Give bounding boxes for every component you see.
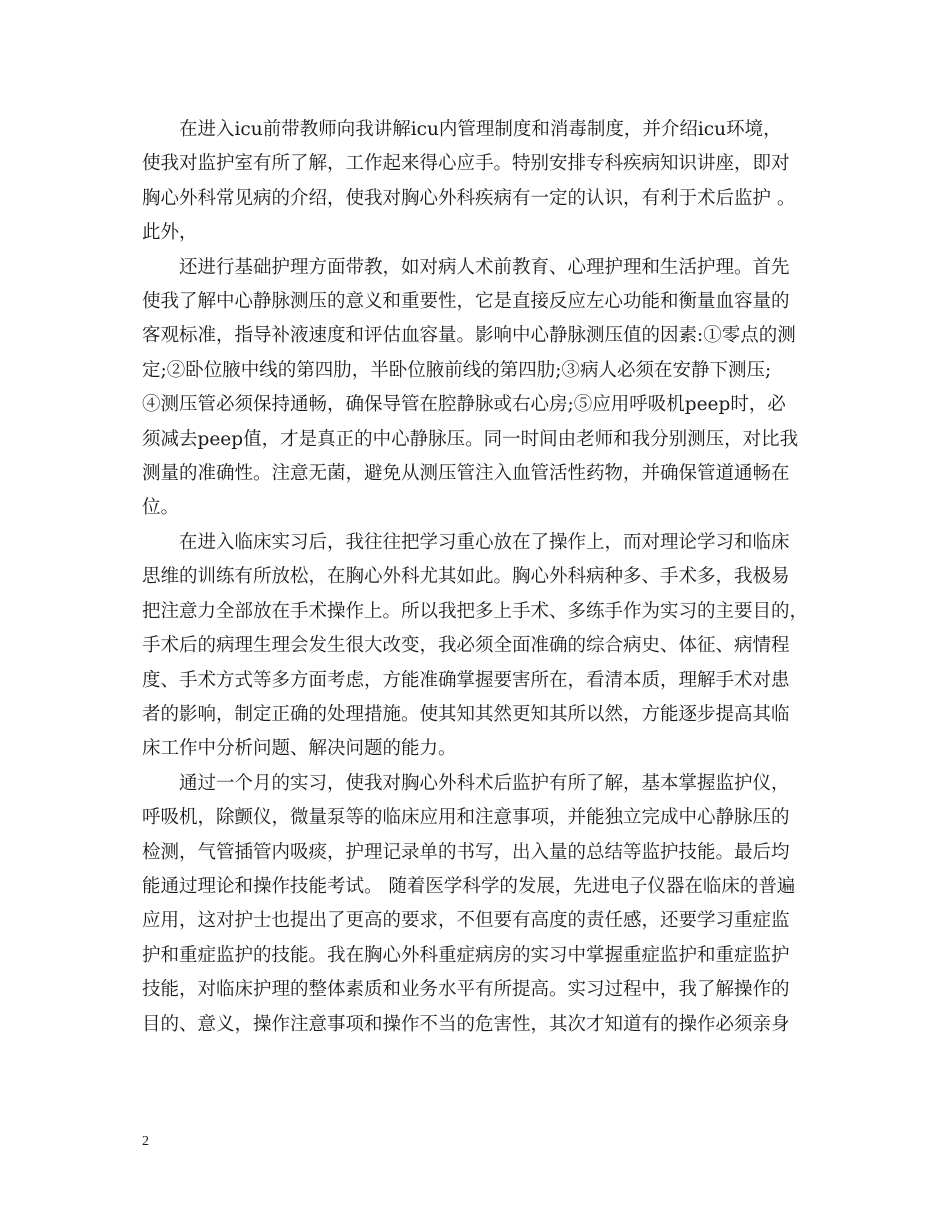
paragraph-icu-introduction: 在进入icu前带教师向我讲解icu内管理制度和消毒制度，并介绍icu环境， 使我对监护室有所了解，工作起来得心应手。特别安排专科疾病知识讲座，即对 胸心外科常见病的介绍，使我对胸心外科疾病有一定的认识，有利于术后监护 。 此外， — [142, 119, 796, 244]
page-number: 2 — [142, 1134, 149, 1149]
paragraph-internship-summary: 通过一个月的实习，使我对胸心外科术后监护有所了解，基本掌握监护仪， 呼吸机，除颤仪，微量泵等的临床应用和注意事项，并能独立完成中心静脉压的 检测，气管插管内吸痰，护理记录单的书写，出入量的总结等监护技能。最后均 能通过理论和操作技能考试。 随着医学科学的发展，先进电子仪器在临床的普遍 应用，这对护士也提出了更高的要求，不但要有高度的责任感，还要学习重症监 护和重症监护的技能。我在胸心外科重症病房的实习中掌握重症监护和重症监护 技能，对临床护理的整体素质和业务水平有所提高。实习过程中，我了解操作的 目的、意义，操作注意事项和操作不当的危害性，其次才知道有的操作必须亲身 — [142, 772, 796, 1035]
document-body — [142, 113, 808, 1042]
paragraph-clinical-practice: 在进入临床实习后，我往往把学习重心放在了操作上，而对理论学习和临床 思维的训练有所放松，在胸心外科尤其如此。胸心外科病种多、手术多，我极易 把注意力全部放在手术操作上。所以我把多上手术、多练手作为实习的主要目的， 手术后的病理生理会发生很大改变，我必须全面准确的综合病史、体征、病情程 度、手术方式等多方面考虑，方能准确掌握要害所在，看清本质，理解手术对患 者的影响，制定正确的处理措施。使其知其然更知其所以然，方能逐步提高其临 床工作中分析问题、解决问题的能力。 — [142, 531, 809, 760]
paragraph-central-venous-pressure: 还进行基础护理方面带教，如对病人术前教育、心理护理和生活护理。首先 使我了解中心静脉测压的意义和重要性，它是直接反应左心功能和衡量血容量的 客观标准，指导补液速度和评估血容量。影响中心静脉测压值的因素:①零点的测 定;②卧位腋中线的第四肋，半卧位腋前线的第四肋;③病人必须在安静下测压; ④测压管必须保持通畅，确保导管在腔静脉或右心房;⑤应用呼吸机peep时，必 须减去peep值，才是真正的中心静脉压。同一时间由老师和我分别测压，对比我 测量的准确性。注意无菌，避免从测压管注入血管活性药物，并确保管道通畅在 位。 — [142, 256, 799, 519]
